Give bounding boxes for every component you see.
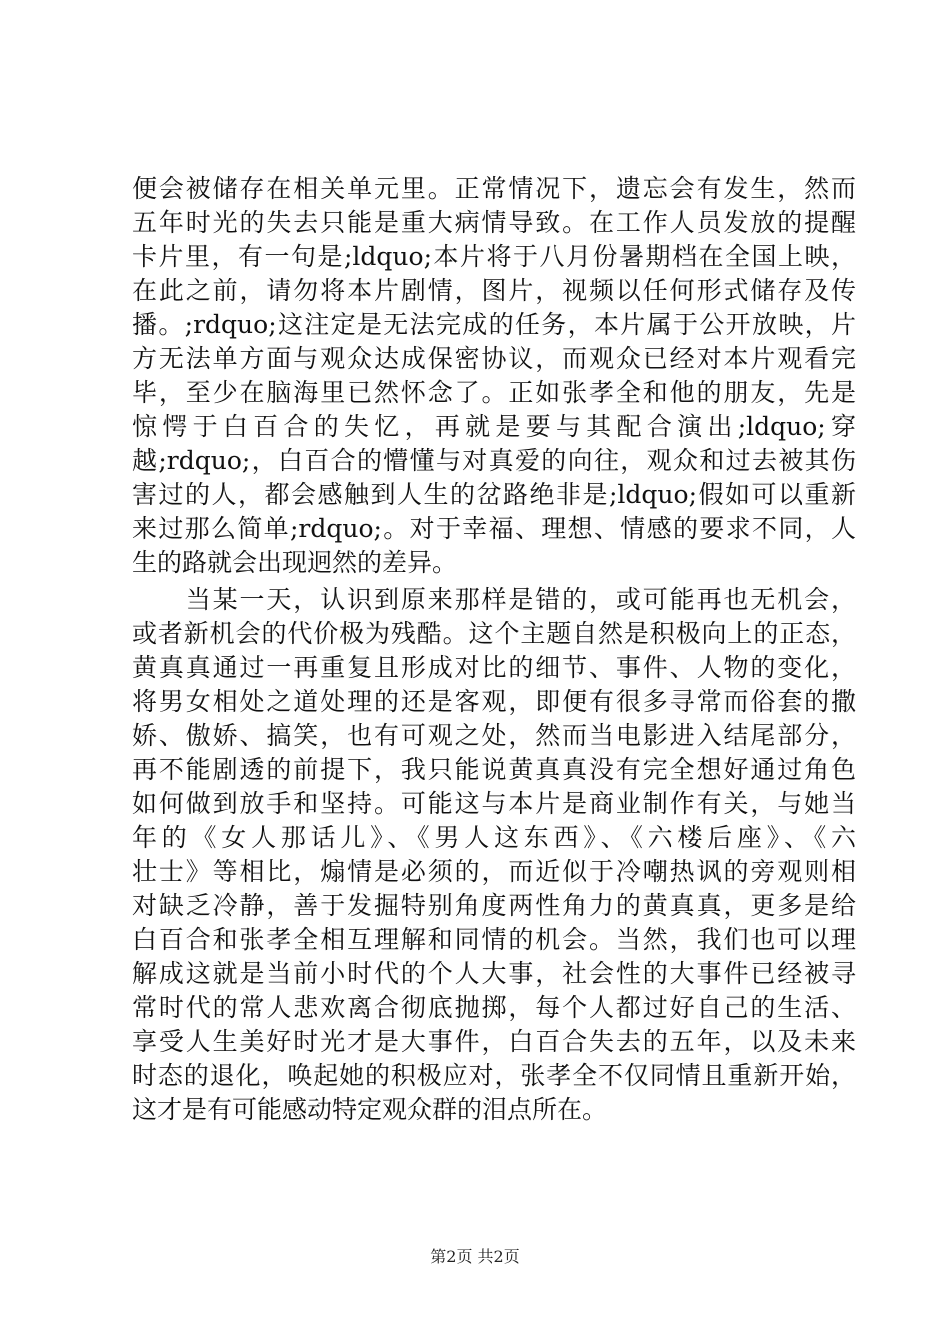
- paragraph-2: [132, 583, 856, 1127]
- text-line: 常时代的常人悲欢离合彻底抛掷，每个人都过好自己的生活、: [132, 993, 856, 1022]
- text-line: 方无法单方面与观众达成保密协议，而观众已经对本片观看完: [132, 344, 856, 373]
- body-text: [132, 172, 856, 1127]
- text-line: 便会被储存在相关单元里。正常情况下，遗忘会有发生，然而: [132, 174, 856, 203]
- text-line: 播。;rdquo;这注定是无法完成的任务，本片属于公开放映，片: [132, 310, 856, 339]
- text-line: 在此之前，请勿将本片剧情，图片，视频以任何形式储存及传: [132, 276, 856, 305]
- text-line: 来过那么简单;rdquo;。对于幸福、理想、情感的要求不同，人: [132, 514, 856, 543]
- text-line: 再不能剧透的前提下，我只能说黄真真没有完全想好通过角色: [132, 755, 856, 784]
- text-line: 黄真真通过一再重复且形成对比的细节、事件、人物的变化，: [132, 653, 856, 682]
- text-line: 害过的人，都会感触到人生的岔路绝非是;ldquo;假如可以重新: [132, 480, 856, 509]
- text-line: 生的路就会出现迥然的差异。: [132, 548, 458, 577]
- text-line: 解成这就是当前小时代的个人大事，社会性的大事件已经被寻: [132, 959, 856, 988]
- text-line: 对缺乏冷静，善于发掘特别角度两性角力的黄真真，更多是给: [132, 891, 856, 920]
- text-line: 壮士》等相比，煽情是必须的，而近似于冷嘲热讽的旁观则相: [132, 857, 856, 886]
- text-line: 时态的退化，唤起她的积极应对，张孝全不仅同情且重新开始，: [132, 1061, 856, 1090]
- text-line: 娇、傲娇、搞笑，也有可观之处，然而当电影进入结尾部分，: [132, 721, 856, 750]
- text-line: 卡片里，有一句是;ldquo;本片将于八月份暑期档在全国上映，: [132, 242, 856, 271]
- text-line: 年的《女人那话儿》、《男人这东西》、《六楼后座》、《六: [132, 823, 856, 852]
- text-line: 将男女相处之道处理的还是客观，即便有很多寻常而俗套的撒: [132, 687, 856, 716]
- paragraph-1: [132, 172, 856, 580]
- text-line: 惊愕于白百合的失忆，再就是要与其配合演出;ldquo;穿: [132, 412, 856, 441]
- text-line: 或者新机会的代价极为残酷。这个主题自然是积极向上的正态，: [132, 619, 856, 648]
- text-line: 白百合和张孝全相互理解和同情的机会。当然，我们也可以理: [132, 925, 856, 954]
- text-line: 如何做到放手和坚持。可能这与本片是商业制作有关，与她当: [132, 789, 856, 818]
- text-line: 当某一天，认识到原来那样是错的，或可能再也无机会，: [132, 585, 856, 614]
- text-line: 越;rdquo;，白百合的懵懂与对真爱的向往，观众和过去被其伤: [132, 446, 856, 475]
- page-footer: 第2页 共2页: [430, 1247, 520, 1266]
- text-line: 享受人生美好时光才是大事件，白百合失去的五年，以及未来: [132, 1027, 856, 1056]
- text-line: 五年时光的失去只能是重大病情导致。在工作人员发放的提醒: [132, 208, 856, 237]
- text-line: 毕，至少在脑海里已然怀念了。正如张孝全和他的朋友，先是: [132, 378, 856, 407]
- text-line: 这才是有可能感动特定观众群的泪点所在。: [132, 1095, 608, 1124]
